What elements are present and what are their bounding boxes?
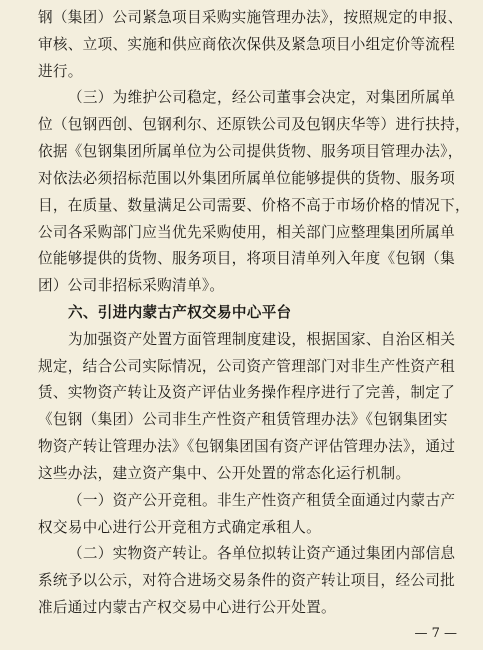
text-line-22: 系统予以公示，对符合进场交易条件的资产转让项目，经公司批 (38, 572, 456, 589)
text-line-3: 进行。 (38, 63, 83, 80)
text-line-9: 公司各采购部门应当优先采购使用，相关部门应整理集团所属单 (38, 224, 456, 241)
text-line-17: 物资产转让管理办法》《包钢集团国有资产评估管理办法》，通过 (38, 438, 456, 455)
text-line-7: 对依法必须招标范围以外集团所属单位能够提供的货物、服务项 (38, 170, 456, 187)
text-line-4: （三）为维护公司稳定，经公司董事会决定，对集团所属单 (68, 89, 456, 106)
text-line-18: 这些办法，建立资产集中、公开处置的常态化运行机制。 (38, 465, 411, 482)
section-heading: 六、引进内蒙古产权交易中心平台 (68, 304, 292, 321)
text-line-2: 审核、立项、实施和供应商依次保供及紧急项目小组定价等流程 (38, 36, 456, 53)
page-number: — 7 — (414, 626, 457, 641)
text-line-15: 赁、实物资产转让及资产评估业务操作程序进行了完善，制定了 (38, 384, 456, 401)
text-line-8: 目，在质量、数量满足公司需要、价格不高于市场价格的情况下， (38, 197, 470, 214)
text-line-5: 位（包钢西创、包钢利尔、还原铁公司及包钢庆华等）进行扶持， (38, 116, 470, 133)
text-line-21: （二）实物资产转让。各单位拟转让资产通过集团内部信息 (68, 545, 456, 562)
text-line-10: 位能够提供的货物、服务项目，将项目清单列入年度《包钢（集 (38, 250, 456, 267)
text-line-19: （一）资产公开竞租。非生产性资产租赁全面通过内蒙古产 (68, 492, 456, 509)
text-line-16: 《包钢（集团）公司非生产性资产租赁管理办法》《包钢集团实 (38, 411, 448, 428)
text-line-14: 规定，结合公司实际情况，公司资产管理部门对非生产性资产租 (38, 358, 456, 375)
text-line-11: 团）公司非招标采购清单》。 (38, 277, 225, 294)
text-line-20: 权交易中心进行公开竞租方式确定承租人。 (38, 519, 321, 536)
text-line-6: 依据《包钢集团所属单位为公司提供货物、服务项目管理办法》， (38, 143, 463, 160)
text-line-23: 准后通过内蒙古产权交易中心进行公开处置。 (38, 599, 336, 616)
text-line-13: 为加强资产处置方面管理制度建设，根据国家、自治区相关 (68, 331, 456, 348)
text-line-1: 钢（集团）公司紧急项目采购实施管理办法》，按照规定的申报、 (38, 9, 463, 26)
